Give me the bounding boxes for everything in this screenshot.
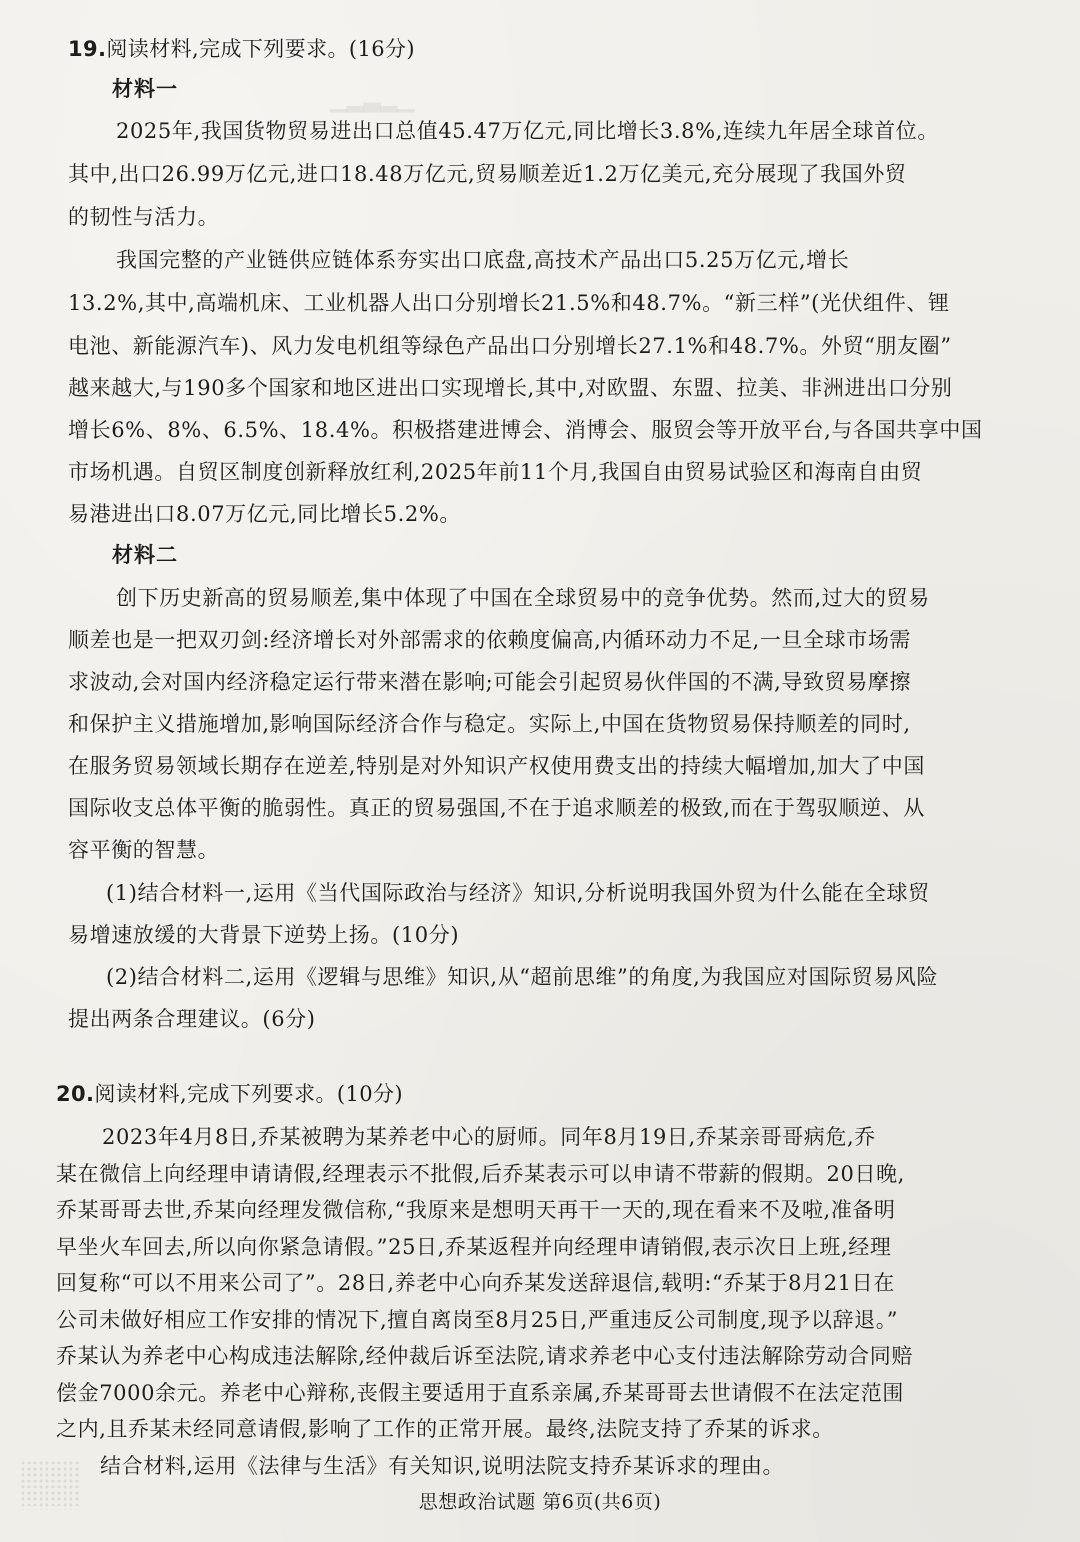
q19-m1-line: 增长6%、8%、6.5%、18.4%。积极搭建进博会、消博会、服贸会等开放平台,与各国共享中国 [68, 418, 983, 442]
q20-line: 乔某认为养老中心构成违法解除,经仲裁后诉至法院,请求养老中心支付违法解除劳动合同赔 [56, 1344, 913, 1368]
q20-line: 2023年4月8日,乔某被聘为某养老中心的厨师。同年8月19日,乔某亲哥哥病危,乔 [102, 1125, 876, 1149]
q19-m2-line: 和保护主义措施增加,影响国际经济合作与稳定。实际上,中国在货物贸易保持顺差的同时, [68, 712, 911, 736]
q20-title-text: 阅读材料,完成下列要求。(10分) [94, 1082, 403, 1106]
q19-m1-line: 越来越大,与190多个国家和地区进出口实现增长,其中,对欧盟、东盟、拉美、非洲进出口分别 [68, 376, 953, 400]
q19-material2-label: 材料二 [112, 543, 178, 567]
q20-line: 回复称“可以不用来公司了”。28日,养老中心向乔某发送辞退信,载明:“乔某于8月21日在 [56, 1271, 895, 1295]
q19-title [68, 34, 415, 64]
q19-title-text: 阅读材料,完成下列要求。(16分) [106, 37, 415, 61]
q19-m2-line: 创下历史新高的贸易顺差,集中体现了中国在全球贸易中的竞争优势。然而,过大的贸易 [116, 586, 930, 610]
q19-requirement-line: (2)结合材料二,运用《逻辑与思维》知识,从“超前思维”的角度,为我国应对国际贸易风险 [106, 965, 939, 989]
q20-line: 乔某哥哥去世,乔某向经理发微信称,“我原来是想明天再干一天的,现在看来不及啦,准备明 [56, 1198, 896, 1222]
q19-material1-label: 材料一 [112, 77, 178, 101]
q20-line: 某在微信上向经理申请请假,经理表示不批假,后乔某表示可以申请不带薪的假期。20日晚, [56, 1162, 905, 1186]
q19-m2-line: 容平衡的智慧。 [68, 838, 220, 862]
q20-line: 早坐火车回去,所以向你紧急请假。”25日,乔某返程并向经理申请销假,表示次日上班,经理 [56, 1235, 892, 1259]
q20-number: 20. [56, 1082, 95, 1106]
q19-m2-line: 国际收支总体平衡的脆弱性。真正的贸易强国,不在于追求顺差的极致,而在于驾驭顺逆、从 [68, 796, 925, 820]
q19-requirement-line: (1)结合材料一,运用《当代国际政治与经济》知识,分析说明我国外贸为什么能在全球贸 [106, 881, 930, 905]
q20-line: 偿金7000余元。养老中心辩称,丧假主要适用于直系亲属,乔某哥哥去世请假不在法定范围 [56, 1381, 904, 1405]
q19-requirement-line: 易增速放缓的大背景下逆势上扬。(10分) [68, 923, 460, 947]
page-footer: 思想政治试题 第6页(共6页) [418, 1491, 662, 1513]
q20-line: 结合材料,运用《法律与生活》有关知识,说明法院支持乔某诉求的理由。 [100, 1454, 785, 1478]
bleed-through-mark: ▁▂▃▂▁ [330, 88, 415, 113]
q19-m1-line: 13.2%,其中,高端机床、工业机器人出口分别增长21.5%和48.7%。“新三样”(光伏组件、锂 [68, 291, 950, 315]
q19-m1-line: 2025年,我国货物贸易进出口总值45.47万亿元,同比增长3.8%,连续九年居全球首位。 [116, 119, 939, 143]
q19-m2-line: 求波动,会对国内经济稳定运行带来潜在影响;可能会引起贸易伙伴国的不满,导致贸易摩擦 [68, 670, 912, 694]
q20-line: 之内,且乔某未经同意请假,影响了工作的正常开展。最终,法院支持了乔某的诉求。 [56, 1417, 834, 1441]
q19-m1-line: 其中,出口26.99万亿元,进口18.48万亿元,贸易顺差近1.2万亿美元,充分展现了我国外贸 [68, 162, 907, 186]
q19-m1-line: 市场机遇。自贸区制度创新释放红利,2025年前11个月,我国自由贸易试验区和海南自由贸 [68, 460, 923, 484]
q20-title [56, 1079, 403, 1109]
q19-number: 19. [68, 37, 107, 61]
q19-m1-line: 的韧性与活力。 [68, 205, 220, 229]
q19-m1-line: 电池、新能源汽车)、风力发电机组等绿色产品出口分别增长27.1%和48.7%。外贸“朋友圈” [68, 334, 952, 358]
q20-line: 公司未做好相应工作安排的情况下,擅自离岗至8月25日,严重违反公司制度,现予以辞退。” [56, 1308, 899, 1332]
q19-requirement-line: 提出两条合理建议。(6分) [68, 1007, 316, 1031]
q19-m2-line: 在服务贸易领域长期存在逆差,特别是对外知识产权使用费支出的持续大幅增加,加大了中国 [68, 754, 925, 778]
q19-m1-line: 易港进出口8.07万亿元,同比增长5.2%。 [68, 502, 461, 526]
q19-m2-line: 顺差也是一把双刃剑:经济增长对外部需求的依赖度偏高,内循环动力不足,一旦全球市场需 [68, 628, 912, 652]
q19-m1-line: 我国完整的产业链供应链体系夯实出口底盘,高技术产品出口5.25万亿元,增长 [116, 248, 850, 272]
